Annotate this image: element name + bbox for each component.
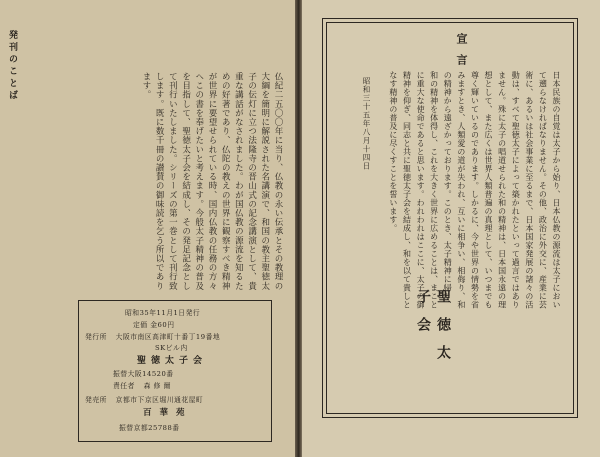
- preface-body: 仏紀二五〇〇年に当り、仏教の永い伝承とその教理の大綱を簡明に解説された名講演で、和国の教主聖徳太子の伝灯に立つ法隆寺の晋山式の記念講演として、貴重な講話がなされました。わが国仏教の源流を知るための好著であり、仏陀の教えの世界に観察すべき精神が世界に要望せられている時、国内仏教の任務の方々へこの書を奉げたいと考えます。今般太子精神の普及を目指して、聖徳太子会を結成し、その発足記念として刊行いたしました。シリーズの第一巻として刊行致します。既に数千冊の讃賛の御味読を乞う所以であります。: [140, 72, 283, 291]
- colophon-price: [133, 319, 175, 329]
- colophon-date: 昭和35年11月1日発行: [125, 309, 201, 317]
- declaration-title: 宣言: [455, 33, 468, 75]
- declaration-signature: 聖徳太子会: [415, 289, 451, 373]
- declaration-body: 日本民族の自覚は太子から始り、日本仏教の源流は太子において遡らなければなりません。その他、政治に外交に、産業に芸術に、あるいは社会事業に至るまで、日本国家発展の諸々の活動は、すべて聖徳太子によって築かれたといって過言ではありません。殊に太子の唱道せられた和の精神は、日本国永遠の理想として、また広くは世界人類普遍の真理として、いつまでも尊く輝いているのであります。しかるに、今や世界の情勢を省みますとき、人類愛の道が失われ、互いに相争い、相侮り、和の精神から遠ざかっております。このとき、太子精神に帰り、和の精神を体得し、これを大きく世界に広めることは、まことに重大な使命であると思います。われわれはここに、太子の御精神を仰ぎ、同志と共に聖徳太子会を結成し、和を以て貴しとなす精神の普及に尽くすことを誓います。: [388, 71, 561, 309]
- colophon-editor-name: 森 修 爾: [143, 382, 171, 390]
- colophon-publisher: [85, 331, 220, 341]
- colophon-publisher-address: 大阪市南区高津町十番丁19番地: [115, 333, 221, 341]
- colophon-publisher-building: SKビル内: [155, 344, 188, 352]
- colophon-distributor-account: 振替京都25788番: [119, 424, 180, 432]
- colophon-price-value: 金60円: [150, 321, 175, 329]
- colophon-price-label: 定価: [133, 321, 148, 329]
- colophon-publisher-name: 聖徳太子会: [137, 356, 208, 366]
- colophon-publisher-label: 発行所: [85, 333, 107, 341]
- left-page: [0, 0, 296, 457]
- colophon-editor: [113, 380, 171, 390]
- colophon: [78, 300, 272, 442]
- declaration-date: 昭和三十五年八月十四日: [362, 77, 371, 171]
- colophon-account: 振替大阪14520番: [113, 370, 174, 378]
- right-page: [302, 0, 600, 457]
- colophon-distributor-label: 発売所: [85, 396, 107, 404]
- colophon-distributor: [85, 394, 203, 404]
- colophon-distributor-address: 京都市下京区堀川通花屋町: [115, 396, 204, 404]
- colophon-distributor-name: 百華苑: [143, 408, 193, 418]
- declaration-frame: [322, 18, 578, 418]
- colophon-editor-label: 責任者: [113, 382, 135, 390]
- preface-heading: 発刊のことば: [7, 30, 17, 102]
